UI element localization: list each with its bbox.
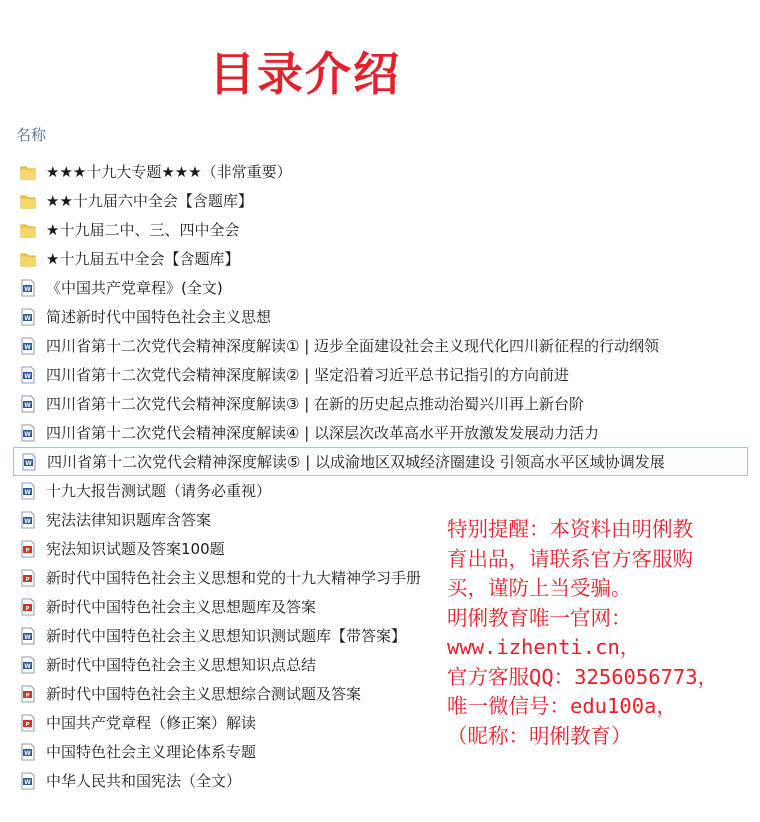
svg-text:P: P <box>25 692 30 699</box>
notice-text <box>447 515 757 751</box>
svg-text:W: W <box>24 285 31 293</box>
file-name: 《中国共产党章程》(全文) <box>46 279 223 297</box>
svg-text:P: P <box>25 547 30 554</box>
file-name: 十九大报告测试题（请务必重视） <box>46 482 272 500</box>
svg-text:W: W <box>24 343 31 351</box>
file-item[interactable] <box>16 360 748 389</box>
svg-text:P: P <box>25 576 30 583</box>
svg-text:P: P <box>25 721 30 728</box>
file-name: 四川省第十二次党代会精神深度解读① | 迈步全面建设社会主义现代化四川新征程的行动纲领 <box>46 337 660 355</box>
word-file-icon <box>20 308 36 326</box>
notice-line: 买，谨防上当受骗。 <box>447 576 632 600</box>
svg-text:W: W <box>24 633 31 641</box>
file-name: 四川省第十二次党代会精神深度解读② | 坚定沿着习近平总书记指引的方向前进 <box>46 366 570 384</box>
notice-line: 育出品，请联系官方客服购 <box>447 546 693 571</box>
file-name: ★★十九届六中全会【含题库】 <box>46 192 253 210</box>
notice-line: （昵称：明俐教育） <box>447 723 632 748</box>
file-item[interactable] <box>13 447 748 476</box>
word-file-icon <box>20 656 36 674</box>
pdf-file-icon <box>20 569 36 587</box>
file-name: ★十九届五中全会【含题库】 <box>46 250 240 268</box>
page-title: 目录介绍 <box>209 47 401 101</box>
notice-line: www.izhenti.cn， <box>447 635 641 659</box>
column-header-name[interactable]: 名称 <box>16 126 47 144</box>
word-file-icon <box>20 279 36 297</box>
folder-item[interactable] <box>16 215 748 244</box>
file-name: 新时代中国特色社会主义思想知识测试题库【带答案】 <box>46 627 407 645</box>
svg-text:W: W <box>24 430 31 438</box>
word-file-icon <box>20 337 36 355</box>
svg-text:W: W <box>24 372 31 380</box>
word-file-icon <box>20 366 36 384</box>
svg-text:W: W <box>24 401 31 409</box>
pdf-file-icon <box>20 714 36 732</box>
folder-item[interactable] <box>16 244 748 273</box>
file-name: ★十九届二中、三、四中全会 <box>46 221 240 239</box>
file-name: 新时代中国特色社会主义思想知识点总结 <box>46 656 317 674</box>
svg-text:W: W <box>24 314 31 322</box>
notice-line: 特别提醒：本资料由明俐教 <box>447 517 693 541</box>
svg-text:W: W <box>24 662 31 670</box>
file-name: 新时代中国特色社会主义思想和党的十九大精神学习手册 <box>46 569 422 587</box>
pdf-file-icon <box>20 598 36 616</box>
word-file-icon <box>20 424 36 442</box>
file-item[interactable] <box>16 331 748 360</box>
file-item[interactable] <box>16 389 748 418</box>
file-name: 中国共产党章程（修正案）解读 <box>46 714 257 732</box>
svg-text:W: W <box>24 488 31 496</box>
svg-text:W: W <box>25 459 32 467</box>
folder-icon <box>20 221 36 239</box>
pdf-file-icon <box>20 540 36 558</box>
file-name: ★★★十九大专题★★★（非常重要） <box>46 163 292 181</box>
file-item[interactable] <box>16 273 748 302</box>
folder-icon <box>20 163 36 181</box>
word-file-icon <box>20 482 36 500</box>
file-item[interactable] <box>16 418 748 447</box>
word-file-icon <box>20 627 36 645</box>
svg-text:W: W <box>24 749 31 757</box>
word-file-icon <box>21 453 37 471</box>
pdf-file-icon <box>20 685 36 703</box>
folder-item[interactable] <box>16 157 748 186</box>
svg-text:W: W <box>24 517 31 525</box>
file-name: 新时代中国特色社会主义思想题库及答案 <box>46 598 317 616</box>
file-name: 四川省第十二次党代会精神深度解读③ | 在新的历史起点推动治蜀兴川再上新台阶 <box>46 395 585 413</box>
word-file-icon <box>20 743 36 761</box>
svg-text:P: P <box>25 605 30 612</box>
file-name: 四川省第十二次党代会精神深度解读⑤ | 以成渝地区双城经济圈建设 引领高水平区域协调发展 <box>47 453 665 471</box>
word-file-icon <box>20 511 36 529</box>
folder-item[interactable] <box>16 186 748 215</box>
folder-icon <box>20 250 36 268</box>
notice-line: 官方客服QQ：3256056773， <box>447 664 719 689</box>
svg-text:W: W <box>24 778 31 786</box>
file-name: 中华人民共和国宪法（全文） <box>46 772 242 790</box>
file-item[interactable] <box>16 766 748 795</box>
folder-icon <box>20 192 36 210</box>
file-name: 宪法知识试题及答案100题 <box>46 540 225 558</box>
file-name: 中国特色社会主义理论体系专题 <box>46 743 257 761</box>
word-file-icon <box>20 395 36 413</box>
file-item[interactable] <box>16 476 748 505</box>
file-name: 新时代中国特色社会主义思想综合测试题及答案 <box>46 685 362 703</box>
file-name: 四川省第十二次党代会精神深度解读④ | 以深层次改革高水平开放激发发展动力活力 <box>46 424 600 442</box>
word-file-icon <box>20 772 36 790</box>
file-item[interactable] <box>16 302 748 331</box>
notice-line: 唯一微信号：edu100a， <box>447 694 677 718</box>
file-name: 简述新时代中国特色社会主义思想 <box>46 308 272 326</box>
notice-line: 明俐教育唯一官网： <box>447 605 632 630</box>
file-name: 宪法法律知识题库含答案 <box>46 511 212 529</box>
